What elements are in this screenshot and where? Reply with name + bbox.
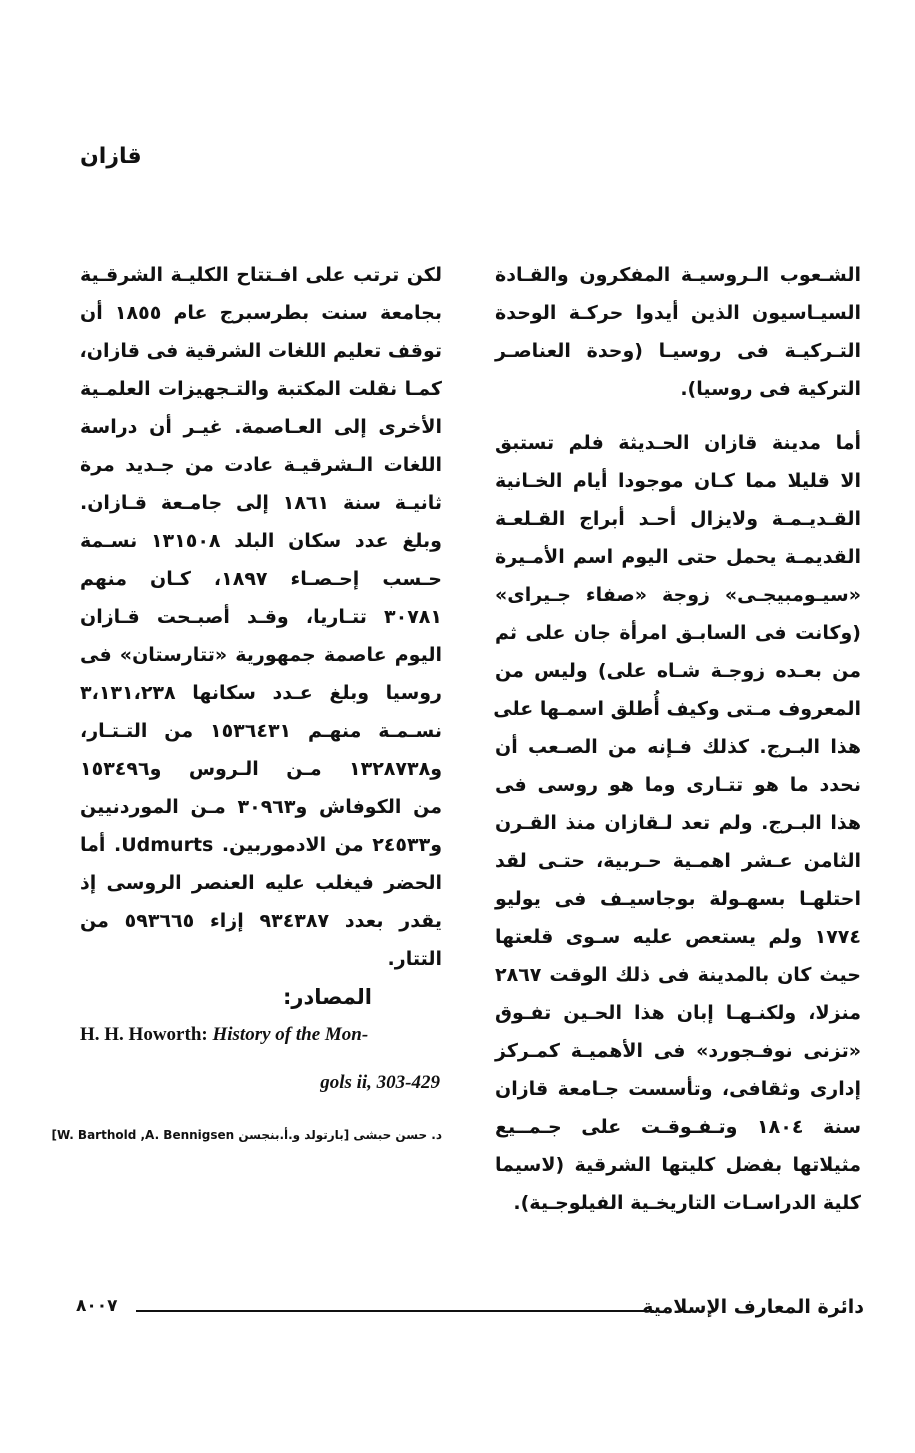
text-line: من بعـده زوجـة شـاه على) وليس من bbox=[495, 660, 861, 682]
text-line: التـركيـة فى روسيـا (وحدة العناصـر bbox=[495, 340, 861, 362]
text-line: يقدر بعدد ٩٣٤٣٨٧ إزاء ٥٩٣٦٦٥ من bbox=[80, 910, 442, 932]
reference-line-1 bbox=[80, 1024, 440, 1046]
text-line: السيـاسيون الذين أيدوا حركـة الوحدة bbox=[495, 302, 861, 324]
text-line: لكن ترتب على افـتتاح الكليـة الشرقـية bbox=[80, 264, 442, 286]
left-column bbox=[80, 256, 442, 1016]
text-line: ثانيـة سنة ١٨٦١ إلى جامـعة قـازان. bbox=[80, 492, 442, 514]
text-line: و٢٤٥٣٣ من الادموربين. Udmurts. أما bbox=[80, 834, 442, 856]
text-line: سنة ١٨٠٤ وتـفـوقـت على جـمــيع bbox=[495, 1116, 861, 1138]
text-line: هذا البـرج. كذلك فـإنه من الصـعب أن bbox=[495, 736, 861, 758]
page-header-title: قازان bbox=[80, 144, 142, 169]
text-line: «تزنى نوفـجورد» فى الأهميـة كمـركز bbox=[495, 1040, 861, 1062]
publication-title: دائرة المعارف الإسلامية bbox=[642, 1296, 864, 1318]
text-line: كلية الدراسـات التاريخـية الفيلوجـية). bbox=[513, 1192, 861, 1214]
reference-line-2 bbox=[80, 1072, 440, 1094]
text-line: المعروف مـتى وكيف أُطلق اسمـها على bbox=[493, 698, 861, 720]
text-line: نسـمـة منهـم ١٥٣٦٤٣١ من التـتـار، bbox=[80, 720, 442, 742]
text-line: توقف تعليم اللغات الشرقية فى قازان، bbox=[79, 340, 442, 362]
text-line: القـديـمـة ولايزال أحـد أبراج القـلعـة bbox=[495, 508, 861, 530]
text-line: وبلغ عدد سكان البلد ١٣١٥٠٨ نسـمة bbox=[80, 530, 442, 552]
text-line: أما مدينة قازان الحـديثة فلم تستبق bbox=[495, 432, 861, 454]
text-line: منزلا، ولكنـهـا إبان هذا الحـين تفـوق bbox=[495, 1002, 861, 1024]
text-line: الثامن عـشر اهمـية حـربية، حتـى لقد bbox=[495, 850, 861, 872]
footer-divider bbox=[136, 1310, 654, 1312]
text-line: احتلهـا بسهـولة بوجاسيـف فى يوليو bbox=[495, 888, 861, 910]
text-line: «سيـومبيجـى» زوجة «صفاء جـيراى» bbox=[495, 584, 861, 606]
text-line: و١٣٢٨٧٣٨ مـن الـروس و١٥٣٤٩٦ bbox=[80, 758, 442, 780]
reference-author: H. H. Howorth: bbox=[80, 1024, 208, 1045]
right-column bbox=[495, 256, 861, 1222]
sources-heading: المصادر: bbox=[282, 985, 372, 1009]
text-line: التتار. bbox=[387, 948, 442, 970]
text-line: ٣٠٧٨١ تتـاريا، وقـد أصبـحت قـازان bbox=[80, 606, 442, 628]
text-line: إدارى وثقافى، وتأسست جـامعة قازان bbox=[495, 1078, 861, 1100]
text-line: الحضر فيغلب عليه العنصر الروسى إذ bbox=[80, 872, 442, 894]
text-line: الا قليلا مما كـان موجودا أيام الخـانية bbox=[495, 470, 861, 492]
article-attribution: د. حسن حبشى [بارتولد و.أ.بنجسن W. Barthold ,A. Bennigsen] bbox=[51, 1128, 442, 1142]
text-line: نحدد ما هو تتـارى وما هو روسى فى bbox=[495, 774, 861, 796]
text-line: ١٧٧٤ ولم يستعص عليه سـوى قلعتها bbox=[495, 926, 861, 948]
text-line: الأخرى إلى العـاصمة. غيـر أن دراسة bbox=[80, 416, 442, 438]
text-line: حـسب إحـصـاء ١٨٩٧، كـان منهم bbox=[80, 568, 442, 590]
text-line: مثيلاتها بفضل كليتها الشرقية (لاسيما bbox=[495, 1154, 861, 1176]
page-number: ٨٠٠٧ bbox=[76, 1296, 118, 1316]
text-line: التركية فى روسيا). bbox=[680, 378, 861, 400]
text-line: (وكانت فى السابـق امرأة جان على ثم bbox=[495, 622, 861, 644]
reference-title-cont: gols ii, 303-429 bbox=[320, 1072, 440, 1093]
text-line: روسيا وبلغ عـدد سكانها ٣،١٣١،٢٣٨ bbox=[80, 682, 442, 704]
text-line: الشـعوب الـروسيـة المفكرون والقـادة bbox=[495, 264, 861, 286]
reference-title: History of the Mon- bbox=[212, 1024, 369, 1045]
text-line: حيث كان بالمدينة فى ذلك الوقت ٢٨٦٧ bbox=[495, 964, 861, 986]
page-footer bbox=[76, 1296, 864, 1324]
text-line: هذا البـرج. ولم تعد لـقازان منذ القـرن bbox=[495, 812, 861, 834]
text-line: اللغات الـشرقيـة عادت من جـديد مرة bbox=[80, 454, 442, 476]
text-line: بجامعة سنت بطرسبرج عام ١٨٥٥ أن bbox=[80, 302, 442, 324]
text-line: اليوم عاصمة جمهورية «تتارستان» فى bbox=[80, 644, 442, 666]
text-line: من الكوفاش و٣٠٩٦٣ مـن الموردنيين bbox=[80, 796, 442, 818]
text-line: القديمـة يحمل حتى اليوم اسم الأمـيرة bbox=[495, 546, 861, 568]
text-line: كمـا نقلت المكتبة والتـجهيزات العلمـية bbox=[80, 378, 442, 400]
